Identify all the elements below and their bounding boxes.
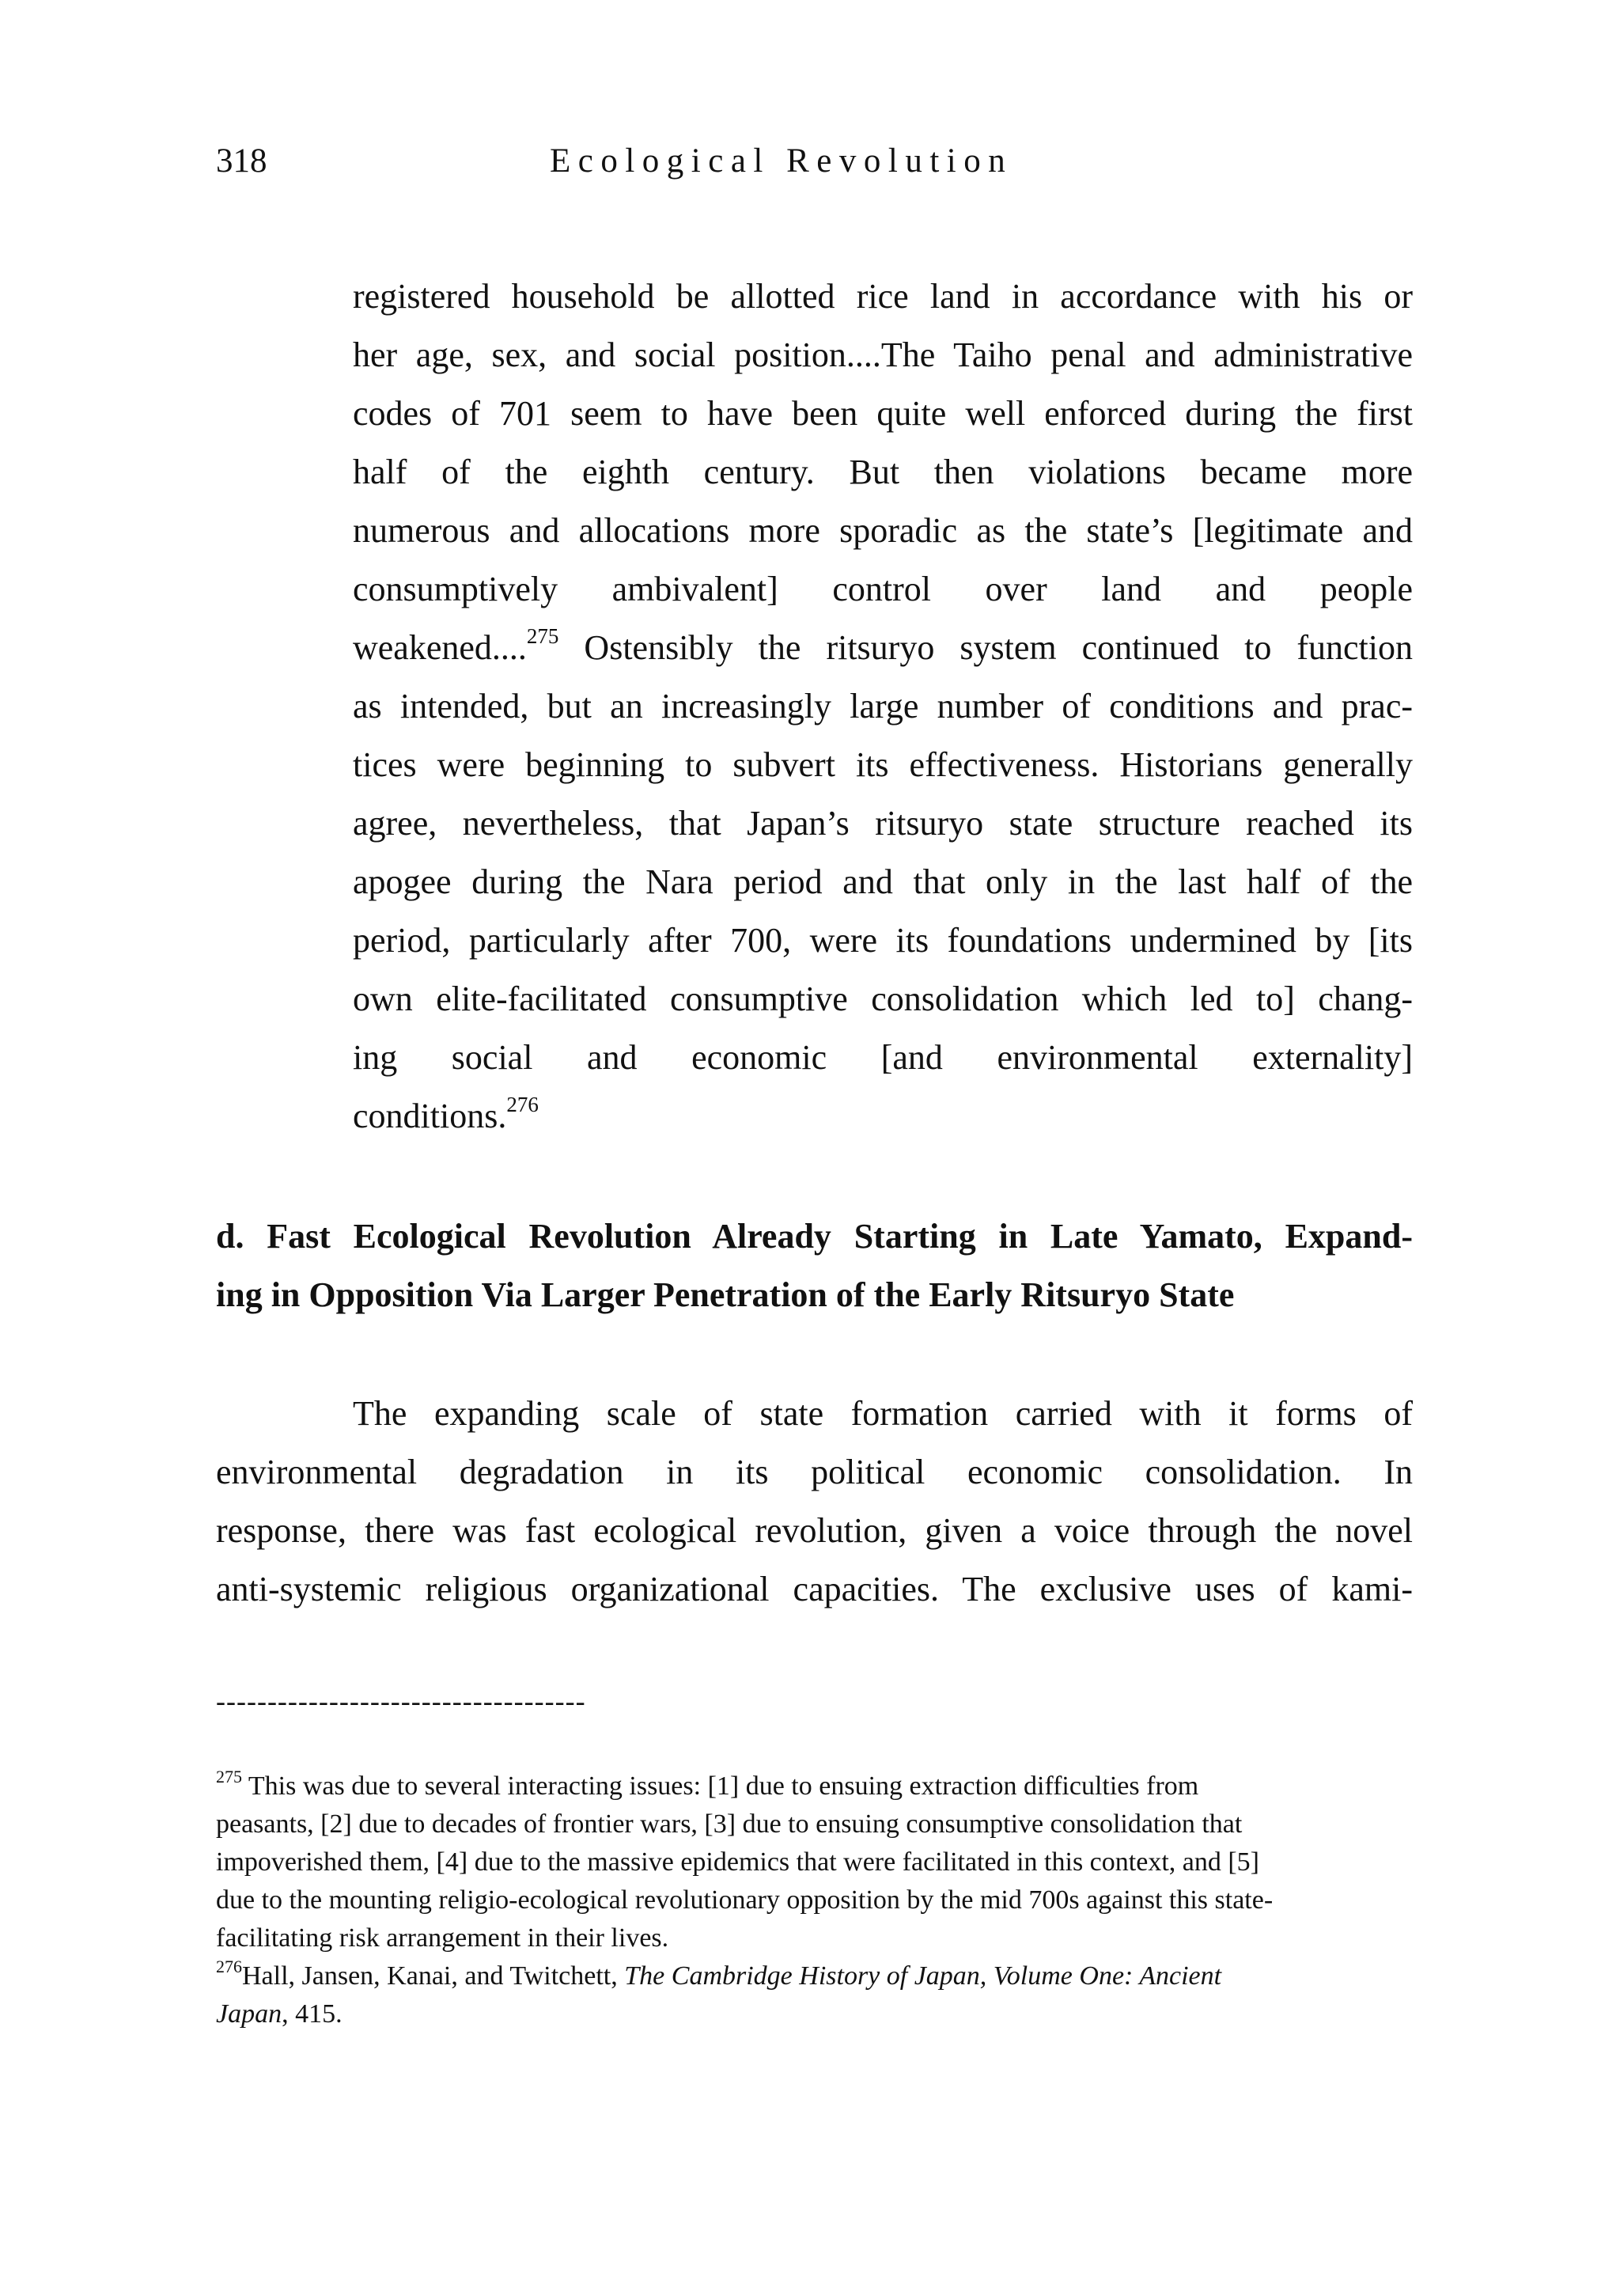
quote-line: codes of 701 seem to have been quite well enforced during the first xyxy=(353,394,1413,433)
quote-line: as intended, but an increasingly large number of conditions and prac- xyxy=(353,687,1413,726)
quote-line xyxy=(353,619,1413,677)
quote-line: ing social and economic [and environmental externality] xyxy=(353,1038,1413,1077)
page-number: 318 xyxy=(216,142,267,180)
footnote-line: impoverished them, [4] due to the massive epidemics that were facilitated in this context, and [5] xyxy=(216,1847,1259,1877)
quote-text: Ostensibly the ritsuryo system continued to function xyxy=(558,628,1413,667)
footnotes xyxy=(216,1767,1413,2033)
footnote-line xyxy=(216,1957,1413,1995)
heading-line: d. Fast Ecological Revolution Already Starting in Late Yamato, Expand- xyxy=(216,1217,1413,1256)
quote-text: conditions. xyxy=(353,1097,507,1135)
footnote-line xyxy=(216,1767,1413,1805)
footnote-line: facilitating risk arrangement in their lives. xyxy=(216,1923,669,1953)
footnote-text: This was due to several interacting issues: [1] due to ensuing extraction difficulties from xyxy=(242,1771,1199,1801)
footnote-pages: , 415. xyxy=(282,1999,343,2029)
footnote-ref-276[interactable]: 276 xyxy=(506,1093,539,1117)
body-line: response, there was fast ecological revolution, given a voice through the novel xyxy=(216,1511,1413,1550)
footnote-line: due to the mounting religio-ecological revolutionary opposition by the mid 700s against this state- xyxy=(216,1885,1274,1915)
body-line: environmental degradation in its political economic consolidation. In xyxy=(216,1453,1413,1491)
heading-line: ing in Opposition Via Larger Penetration of the Early Ritsuryo State xyxy=(216,1275,1235,1314)
quote-line: half of the eighth century. But then violations became more xyxy=(353,453,1413,491)
quote-line: numerous and allocations more sporadic as the state’s [legitimate and xyxy=(353,511,1413,550)
quote-line: apogee during the Nara period and that only in the last half of the xyxy=(353,862,1413,901)
quote-line: consumptively ambivalent] control over land and people xyxy=(353,570,1413,608)
quote-line: tices were beginning to subvert its effectiveness. Historians generally xyxy=(353,745,1413,784)
footnote-number: 275 xyxy=(216,1766,242,1786)
book-title: The Cambridge History of Japan, Volume One: Ancient xyxy=(624,1961,1222,1991)
footnote-ref-275[interactable]: 275 xyxy=(526,624,559,649)
footnote-line: peasants, [2] due to decades of frontier wars, [3] due to ensuing consumptive consolidation that xyxy=(216,1809,1243,1839)
footnote-275 xyxy=(216,1767,1413,1957)
quote-text: weakened.... xyxy=(353,628,527,667)
running-title: Ecological Revolution xyxy=(550,142,1013,180)
footnote-276 xyxy=(216,1957,1413,2033)
quote-line: agree, nevertheless, that Japan’s ritsuryo state structure reached its xyxy=(353,804,1413,843)
quote-line: period, particularly after 700, were its foundations undermined by [its xyxy=(353,921,1413,960)
footnote-number: 276 xyxy=(216,1956,242,1976)
section-heading xyxy=(216,1207,1413,1324)
quote-line: own elite-facilitated consumptive consolidation which led to] chang- xyxy=(353,979,1413,1018)
footnote-line xyxy=(216,1995,1413,2033)
quote-line xyxy=(353,1087,1413,1146)
footnote-authors: Hall, Jansen, Kanai, and Twitchett, xyxy=(242,1961,625,1991)
book-title: Japan xyxy=(216,1999,282,2029)
block-quote xyxy=(353,267,1413,1146)
body-line: The expanding scale of state formation carried with it forms of xyxy=(353,1394,1413,1433)
quote-line: her age, sex, and social position....The Taiho penal and administrative xyxy=(353,335,1413,374)
body-paragraph xyxy=(216,1385,1413,1619)
body-line: anti-systemic religious organizational capacities. The exclusive uses of kami- xyxy=(216,1570,1413,1608)
quote-line: registered household be allotted rice land in accordance with his or xyxy=(353,277,1413,316)
footnote-separator: ------------------------------------ xyxy=(216,1685,586,1717)
